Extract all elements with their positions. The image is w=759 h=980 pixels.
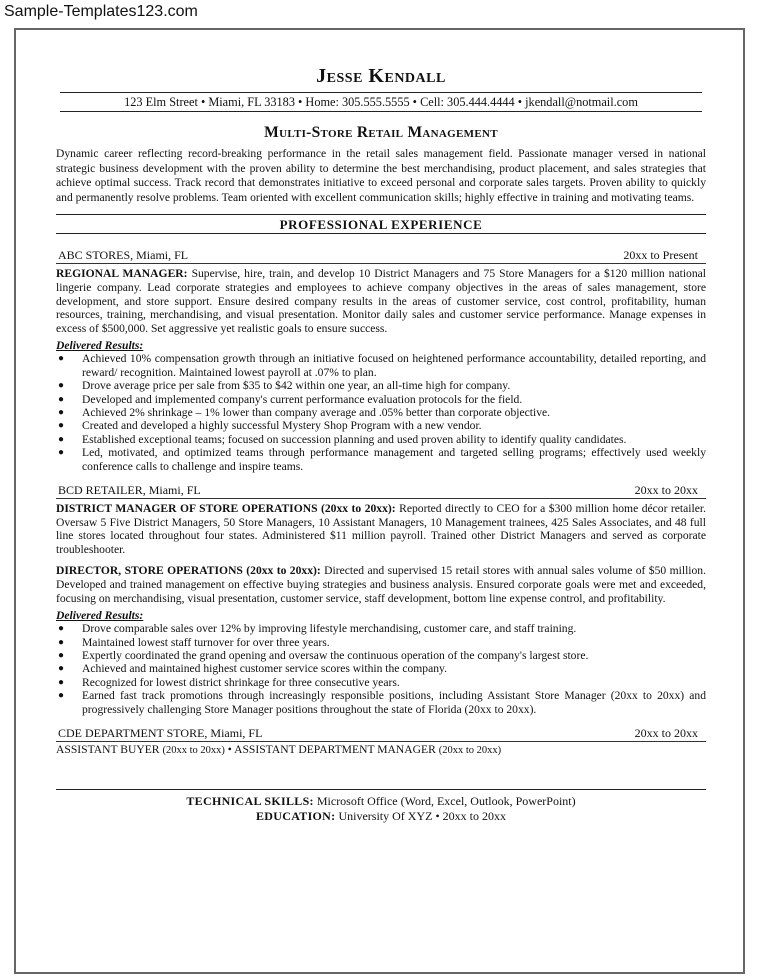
list-item: ● Established exceptional teams; focused on succession planning and used proven ability to identify quality candidates. bbox=[58, 432, 627, 446]
separator: • bbox=[227, 743, 232, 756]
list-item: ● Expertly coordinated the grand opening and oversaw the continuous operation of the company's largest store. bbox=[58, 648, 589, 662]
role-description: Reported directly to CEO for a $300 million home décor retailer. Oversaw 5 Five District Managers, 50 Store Managers, 10 Assistant Managers, 10 Management trainees, 425 Sales Associates, and 48 full line stores located throughout four states. Administered $11 million payroll. Trained other District Managers and served as corporate troubleshooter. bbox=[56, 502, 707, 556]
bullet-icon: ● bbox=[58, 676, 65, 688]
candidate-name: Jesse Kendall bbox=[316, 65, 446, 87]
delivered-results-label: Delivered Results: bbox=[56, 609, 144, 623]
results-list-bcd bbox=[56, 622, 706, 716]
education-value: University Of XYZ • 20xx to 20xx bbox=[338, 808, 506, 823]
delivered-results-label: Delivered Results: bbox=[56, 339, 144, 353]
job-dates: 20xx to Present bbox=[623, 248, 698, 263]
job-description-bcd-1 bbox=[56, 502, 706, 556]
company-name: CDE DEPARTMENT STORE, Miami, FL bbox=[58, 726, 263, 740]
role-title: DISTRICT MANAGER OF STORE OPERATIONS (20xx to 20xx): bbox=[56, 502, 396, 515]
list-item: ● Earned fast track promotions through increasingly responsible positions, including Assistant Store Manager (20xx to 20xx) and progressively challenging Store Manager positions throughout the state of Florida (20xx to 20xx). bbox=[58, 689, 706, 716]
summary-paragraph: Dynamic career reflecting record-breaking performance in the retail sales management field. Passionate manager versed in national strategic business development with the proven ability to determine the best merchandising, product placement, and sales strategies that achieve optimal success. Track record that demonstrates initiative to exceed personal and corporate sales targets. Proven ability to quickly and permanently resolve problems. Team oriented with excellent communication skills; highly effective in training and motivating teams. bbox=[56, 147, 706, 204]
bullet-icon: ● bbox=[58, 636, 65, 648]
list-item: ● Developed and implemented company's current performance evaluation protocols for the field. bbox=[58, 392, 523, 406]
job-description-abc bbox=[56, 267, 706, 335]
bullet-icon: ● bbox=[58, 393, 65, 405]
technical-skills-line bbox=[56, 794, 706, 809]
role-title: REGIONAL MANAGER: bbox=[56, 267, 188, 281]
role-title: ASSISTANT DEPARTMENT MANAGER bbox=[234, 743, 436, 756]
list-item: ● Led, motivated, and optimized teams through performance management and targeted selling programs; effectively used weekly conference calls to challenge and inspire teams. bbox=[58, 446, 706, 473]
list-item: ● Created and developed a highly successful Mystery Shop Program with a new vendor. bbox=[58, 419, 482, 433]
role-dates: (20xx to 20xx) bbox=[162, 745, 225, 756]
skills-label: TECHNICAL SKILLS: bbox=[186, 793, 314, 808]
education-line bbox=[56, 809, 706, 824]
bullet-icon: ● bbox=[58, 433, 65, 445]
experience-heading: PROFESSIONAL EXPERIENCE bbox=[56, 214, 706, 234]
job-description-bcd-2 bbox=[56, 564, 706, 605]
list-item: ● Maintained lowest staff turnover for over three years. bbox=[58, 635, 330, 649]
company-name: ABC STORES, Miami, FL bbox=[58, 248, 189, 263]
bullet-icon: ● bbox=[58, 406, 65, 418]
footer-divider bbox=[56, 789, 706, 790]
company-name: BCD RETAILER, Miami, FL bbox=[58, 483, 201, 497]
bullet-icon: ● bbox=[58, 663, 65, 675]
list-item: ● Drove average price per sale from $35 to $42 within one year, an all-time high for company. bbox=[58, 379, 511, 393]
bullet-icon: ● bbox=[58, 649, 65, 661]
role-description: Supervise, hire, train, and develop 10 District Managers and 75 Store Managers for a $120 million national lingerie company. Lead corporate strategies and employees to achieve company objectives in the areas of sales management, store development, and store support. Ensure desired company results in the areas of customer service, cost control, profitability, human resources, training, merchandising, and visual presentation. Monitor daily sales and customer service performance. Manage expenses in excess of $500,000. Set aggressive yet realistic goals to ensure success. bbox=[56, 267, 707, 335]
job-header-abc bbox=[56, 248, 706, 264]
bullet-icon: ● bbox=[58, 420, 65, 432]
watermark-text: Sample-Templates123.com bbox=[4, 3, 198, 20]
bullet-icon: ● bbox=[58, 353, 65, 365]
role-dates: (20xx to 20xx) bbox=[438, 745, 502, 756]
contact-line: 123 Elm Street • Miami, FL 33183 • Home: 305.555.5555 • Cell: 305.444.4444 • jkendall@notmail.com bbox=[60, 92, 702, 112]
job-roles-cde bbox=[56, 743, 706, 758]
results-list-abc bbox=[56, 352, 706, 473]
list-item: ● Achieved 2% shrinkage – 1% lower than company average and .05% better than corporate objective. bbox=[58, 405, 551, 419]
job-header-cde bbox=[56, 726, 706, 742]
list-item: ● Achieved 10% compensation growth through an initiative focused on heightened performance accountability, detailed reporting, and reward/ recognition. Maintained lowest payroll at .07% to plan. bbox=[58, 352, 706, 379]
job-dates: 20xx to 20xx bbox=[634, 483, 698, 497]
bullet-icon: ● bbox=[58, 447, 65, 459]
role-title: ASSISTANT BUYER bbox=[56, 743, 160, 756]
list-item: ● Drove comparable sales over 12% by improving lifestyle merchandising, customer care, and staff training. bbox=[58, 622, 577, 636]
role-title: DIRECTOR, STORE OPERATIONS (20xx to 20xx): bbox=[56, 564, 321, 578]
list-item: ● Achieved and maintained highest customer service scores within the company. bbox=[58, 662, 447, 676]
bullet-icon: ● bbox=[58, 623, 65, 635]
bullet-icon: ● bbox=[58, 690, 65, 702]
resume-content bbox=[56, 34, 706, 824]
headline: Multi-Store Retail Management bbox=[264, 124, 498, 141]
job-header-bcd bbox=[56, 483, 706, 499]
skills-value: Microsoft Office (Word, Excel, Outlook, PowerPoint) bbox=[316, 793, 576, 808]
job-dates: 20xx to 20xx bbox=[634, 726, 698, 740]
bullet-icon: ● bbox=[58, 380, 65, 392]
education-label: EDUCATION: bbox=[256, 808, 336, 823]
role-description: Directed and supervised 15 retail stores with annual sales volume of $50 million. Developed and trained management on effective buying strategies and business analysis. Ensured corporate goals were met and exceeded, focusing on merchandising, visual presentation, customer service, staff development, bottom line expense control, and profitability. bbox=[56, 564, 707, 605]
list-item: ● Recognized for lowest district shrinkage for three consecutive years. bbox=[58, 675, 400, 689]
